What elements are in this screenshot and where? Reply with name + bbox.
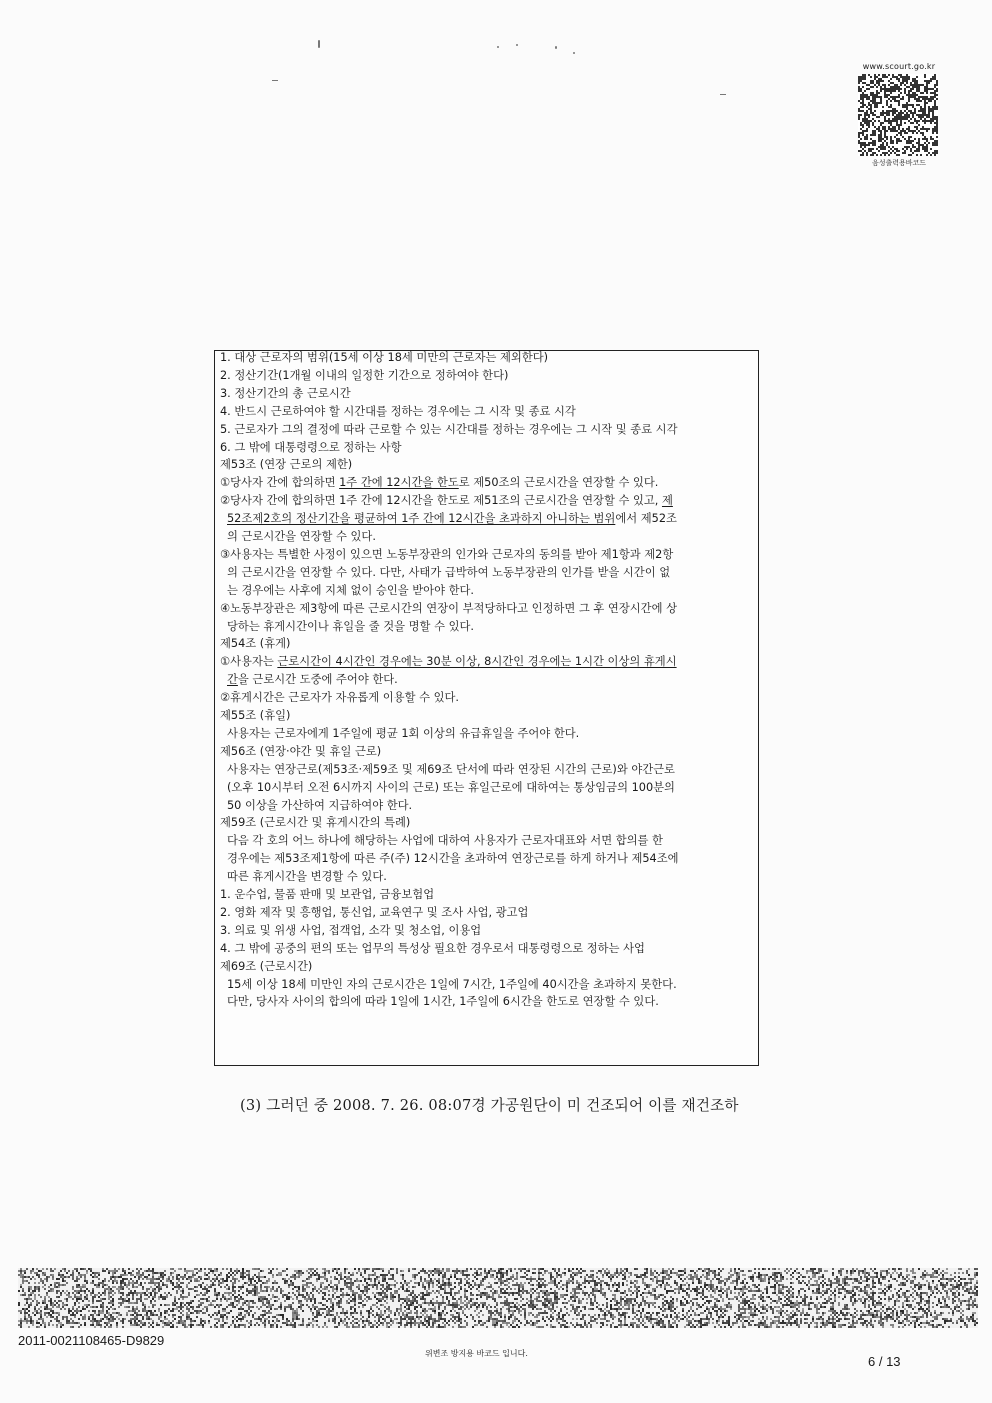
body-paragraph: (3) 그러던 중 2008. 7. 26. 08:07경 가공원단이 미 건조되어 이를 재건조하 [240,1097,739,1114]
qr-url-label: www.scourt.go.kr [862,62,936,71]
scan-speck [318,40,320,48]
line-text: ①당사자 간에 합의하면 [220,476,340,490]
statute-line [227,512,677,526]
line-text: 1. 대상 근로자의 범위(15세 이상 18세 미만의 근로자는 제외한다) [220,351,549,364]
line-text: 제54조 (휴게) [220,637,291,651]
line-text: 1. 운수업, 물품 판매 및 보관업, 금융보험업 [220,888,435,901]
line-text: 제59조 (근로시간 및 휴게시간의 특례) [220,816,411,830]
line-text: 당하는 휴게시간이나 휴일을 줄 것을 명할 수 있다. [227,619,474,633]
document-id: 2011-0021108465-D9829 [18,1333,165,1348]
line-text: 제69조 (근로시간) [220,959,313,973]
line-text: ②당사자 간에 합의하면 1주 간에 12시간을 한도로 제51조의 근로시간을 연장할 수 있고, [220,494,662,508]
line-text: 경우에는 제53조제1항에 따른 주(주) 12시간을 초과하여 연장근로를 하게 하거나 제54조에 [227,852,679,866]
barcode-note: 위변조 방지용 바코드 입니다. [425,1349,528,1358]
line-text: 따른 휴게시간을 변경할 수 있다. [227,870,387,884]
statute-line [227,673,398,687]
underlined-text: 근로시간이 4시간인 경우에는 30분 이상, 8시간인 경우에는 1시간 이상의 휴게시 [277,655,677,669]
scan-speck [555,46,557,49]
qr-caption: 음성출력용바코드 [871,159,927,167]
underlined-text: 52조제2호의 정산기간을 평균하여 1주 간에 12시간을 초과하지 아니하는 범위 [227,512,616,526]
line-text: ④노동부장관은 제3항에 따른 근로시간의 연장이 부적당하다고 인정하면 그 후 연장시간에 상 [220,601,678,615]
statute-line [220,548,673,562]
statute-line [227,566,670,580]
statute-line [220,387,351,401]
statute-line [220,602,677,616]
statute-line [220,906,528,920]
scan-speck [272,80,278,81]
line-text: 에서 제52조 [615,512,677,526]
line-text: 사용자는 연장근로(제53조·제59조 및 제69조 단서에 따라 연장된 시간의 근로)와 야간근로 [227,762,675,776]
scan-speck [497,46,499,48]
line-text: 5. 근로자가 그의 결정에 따라 근로할 수 있는 시간대를 정하는 경우에는 그 시작 및 종료 시각 [220,422,678,436]
statute-line [227,781,675,795]
underlined-text: 제 [661,494,673,508]
statute-line [220,691,459,705]
statute-line [220,441,402,455]
statute-line [227,852,679,866]
line-text: 제56조 (연장·야간 및 휴일 근로) [220,744,382,758]
statute-line [220,655,677,669]
line-text: ②휴게시간은 근로자가 자유롭게 이용할 수 있다. [220,691,460,705]
line-text: 50 이상을 가산하여 지급하여야 한다. [227,798,413,812]
statute-line [220,745,381,759]
statute-line [227,620,474,634]
statute-line [220,709,290,723]
line-text: 2. 영화 제작 및 흥행업, 통신업, 교육연구 및 조사 사업, 광고업 [220,905,529,919]
statute-line [227,799,412,813]
line-text: (오후 10시부터 오전 6시까지 사이의 근로) 또는 휴일근로에 대하여는 통상임금의 100분의 [227,780,675,794]
line-text: 다음 각 호의 어느 하나에 해당하는 사업에 대하여 사용자가 근로자대표와 서면 합의를 한 [227,834,663,848]
statute-line [227,870,387,884]
statute-line [227,530,376,544]
statute-line [220,351,548,365]
line-text: ①사용자는 [220,655,278,669]
line-text: 을 근로시간 도중에 주어야 한다. [237,673,398,687]
line-text: 6. 그 밖에 대통령령으로 정하는 사항 [220,440,402,454]
line-text: 4. 그 밖에 공중의 편의 또는 업무의 특성상 필요한 경우로서 대통령령으로 정하는 사업 [220,941,645,955]
qr-code-image [858,74,938,156]
line-text: ③사용자는 특별한 사정이 있으면 노동부장관의 인가와 근로자의 동의를 받아 제1항과 제2항 [220,547,674,561]
line-text: 사용자는 근로자에게 1주일에 평균 1회 이상의 유급휴일을 주어야 한다. [227,726,580,740]
statute-line [220,816,410,830]
page-number: 6 / 13 [868,1354,901,1369]
statute-line [227,763,675,777]
line-text: 는 경우에는 사후에 지체 없이 승인을 받아야 한다. [227,583,474,597]
statute-line [220,960,312,974]
statute-line [220,637,290,651]
statute-excerpt-box [214,350,759,1066]
scan-speck [573,52,575,54]
line-text: 의 근로시간을 연장할 수 있다. 다만, 사태가 급박하여 노동부장관의 인가를 받을 시간이 없 [227,565,671,579]
statute-line [220,476,658,490]
line-text: 제55조 (휴일) [220,709,291,722]
line-text: 3. 의료 및 위생 사업, 접객업, 소각 및 청소업, 이용업 [220,923,482,937]
statute-line [220,494,673,508]
line-text: 다만, 당사자 사이의 합의에 따라 1일에 1시간, 1주일에 6시간을 한도로 연장할 수 있다. [227,995,659,1009]
statute-line [227,727,579,741]
scan-speck [720,94,726,95]
underlined-text: 간 [227,673,238,687]
line-text: 제53조 (연장 근로의 제한) [220,458,353,472]
statute-line [220,888,434,902]
line-text: 3. 정산기간의 총 근로시간 [220,386,351,400]
scan-speck [516,44,518,46]
statute-line [220,458,352,472]
line-text: 15세 이상 18세 미만인 자의 근로시간은 1일에 7시간, 1주일에 40시간을 초과하지 못한다. [227,977,677,991]
statute-line [220,924,481,938]
line-text: 로 제50조의 근로시간을 연장할 수 있다. [458,476,659,490]
line-text: 2. 정산기간(1개월 이내의 일정한 기간으로 정하여야 한다) [220,368,509,382]
underlined-text: 1주 간에 12시간을 한도 [339,476,459,490]
anti-forgery-barcode [18,1268,978,1328]
statute-line [227,978,677,992]
statute-line [220,405,576,419]
line-text: 4. 반드시 근로하여야 할 시간대를 정하는 경우에는 그 시작 및 종료 시각 [220,404,576,418]
statute-line [227,834,663,848]
statute-line [227,995,659,1009]
statute-line [227,584,474,598]
statute-line [220,423,678,437]
statute-line [220,369,508,383]
line-text: 의 근로시간을 연장할 수 있다. [227,530,376,543]
statute-line [220,942,645,956]
